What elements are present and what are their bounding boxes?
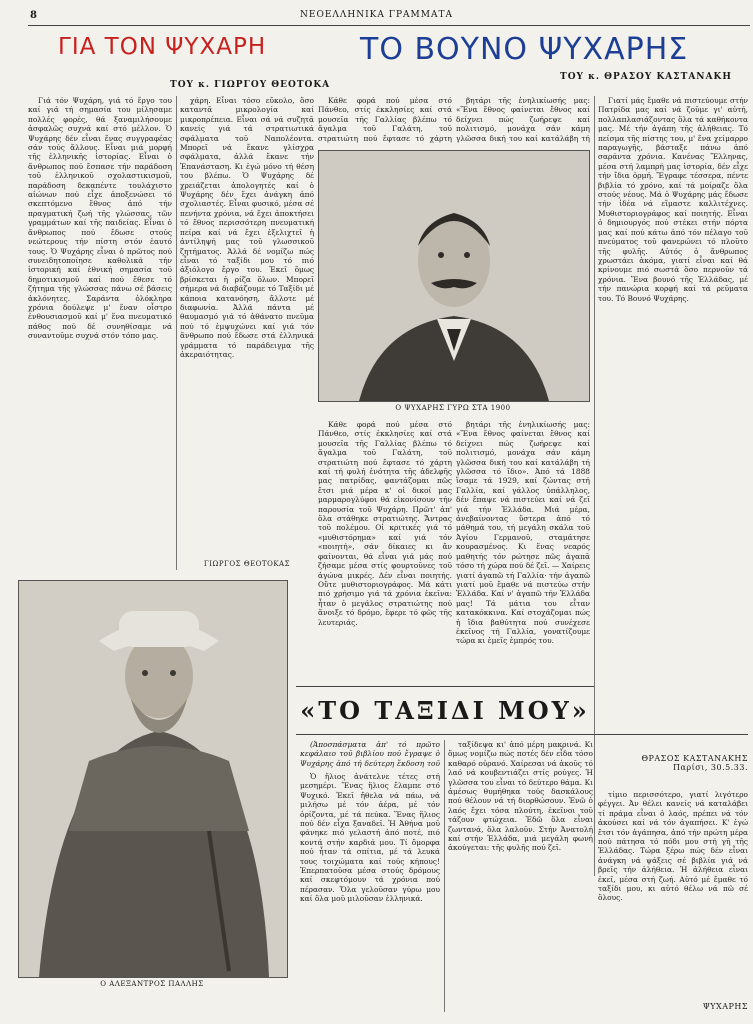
paragraph: Γιά τόν Ψυχάρη, γιά τό ἔργο του καί γιά τή σημασία του μίλησαμε πολλές φορές, θά ξαναμιλήσουμε ἀσφαλῶς συχνά καί στό μέλλον. Ὁ Ψυχάρης δέν εἶναι ἕνας συγγραφέας σάν τούς ἄλλους. Εἶναι μιά μορφή τῆς ἑλληνικῆς ἱστορίας. Εἶναι ὁ ἄνθρωπος πού ἔσπασε τήν παράδοση τοῦ ἑλληνικοῦ σχολαστικισμοῦ, παράδοση δεκαπέντε τουλάχιστο αἰώνων πού εἶχε ἀποξενώσει τό σκεπτόμενο ἔθνος ἀπό τήν πραγματική ζωή τῆς γλώσσας, τῶν γραμμάτων καί τῆς παιδείας. Εἶναι ὁ ἄνθρωπος πού ἔδωσε στούς νεώτερους τήν πίστη στόν ἑαυτό τους. Ὁ Ψυχάρης εἶναι ὁ πρῶτος πού συνειδητοποίησε καθολικά τήν ἱστορική καί ἐθνική σημασία τοῦ δημοτικισμοῦ καί πού ἔθεσε τό ζήτημα τῆς γλώσσας πάνω σέ βάσεις ἀκλόνητες. Σαράντα ὁλόκληρα χρόνια δούλεψε μ' ἕναν οἶστρο ἐνθουσιασμοῦ καί μ' ἕνα πνευματικό πάθος πού δέ συνηθίσαμε νά συναντοῦμε συχνά στόν τόπο μας. (28, 96, 172, 341)
article-left-title: ΓΙΑ ΤΟΝ ΨΥΧΑΡΗ (58, 34, 267, 60)
portrait-illustration (19, 581, 287, 977)
travel-column-1 (300, 772, 440, 1012)
article-right-byline: ΤΟΥ κ. ΘΡΑΣΟΥ ΚΑΣΤΑΝΑΚΗ (560, 72, 732, 82)
article-right-column-3 (598, 96, 748, 750)
paragraph: (Ἀποσπάσματα ἀπ' τό πρῶτο κεφάλαιο τοῦ βιβλίου πού ἔγραψε ὁ Ψυχάρης ἀπό τή δεύτερη ἔκδοση τοῦ (300, 740, 440, 768)
running-header (0, 10, 753, 24)
signature-place-date: Παρίσι, 30.5.33. (673, 763, 748, 772)
page-number: 8 (30, 10, 37, 21)
section-rule (296, 734, 748, 735)
travel-section-title: «ΤΟ ΤΑΞΙΔΙ ΜΟΥ» (300, 696, 590, 725)
article-right-column-2 (456, 420, 590, 675)
column-divider (444, 740, 445, 1012)
photo-caption-theotokas: ΓΙΩΡΓΟΣ ΘΕΟΤΟΚΑΣ (203, 560, 291, 568)
travel-signature: ΨΥΧΑΡΗΣ (702, 1002, 748, 1011)
photo-caption-pallis: Ο ΑΛΕΞΑΝΤΡΟΣ ΠΑΛΛΗΣ (100, 980, 204, 988)
journal-name: ΝΕΟΕΛΛΗΝΙΚΑ ΓΡΑΜΜΑΤΑ (300, 10, 453, 20)
article-left-column-1 (28, 96, 172, 570)
signature-name: ΘΡΑΣΟΣ ΚΑΣΤΑΝΑΚΗΣ (641, 754, 748, 763)
article-right-signature (598, 754, 748, 772)
paragraph: ταξίδεψα κι' ἀπό μέρη μακρινά. Κι ὅμως νομίζω πώς ποτές δέν εἶδα τόσο καθαρό οὐρανό. Χαίρεσαι νά ἀκοῦς τό λαό νά κουβεντιάζει στίς ρούγες. Ἡ γλῶσσα του εἶναι τό δεύτερο θάμα. Κι ἀμέσως θυμήθηκα τούς δασκάλους πού θέλουν νά τή διορθώσουν. Ἐνῶ ὁ λαός ἔχει τόσα πλούτη, ἐκεῖνοι τοῦ τάζουν φτώχεια. Ἐδῶ ὅλα εἶναι ζωντανά, ὅλα λαλοῦν. Στήν Ἀνατολή καί στήν Ἑλλάδα, μιά μεγάλη φωνή ἀκούγεται: τῆς φυλῆς πού ζεῖ. (448, 740, 593, 853)
column-divider (594, 96, 595, 876)
paragraph: Κάθε φορά πού μέσα στό Πάνθεο, στίς ἐκκλησίες καί στά μουσεῖα τῆς Γαλλίας βλέπω τό ἄγαλμα τοῦ Γαλάτη, τοῦ στρατιώτη πού ἔφτασε τό χάρτη (318, 96, 452, 143)
paragraph: Ὁ ἥλιος ἀνάτελνε τέτες στή μεσημέρι. Ἕνας ἥλιος ἔλαμπε στό Ψυχικό. Ἐκεῖ ἤθελα νά πάω, νά μιλήσω μέ τόν ἀέρα, μέ τόν ὁρίζοντα, μέ τά πεύκα. Ἕνας ἥλιος πού δέν εἶχα ξαναδεῖ. Ἡ Ἀθήνα μοῦ φάνηκε πιό γελαστή ἀπό ποτέ, πιό κοντά στήν καρδιά μου. Τί ὄμορφα πού ἦταν τά σπίτια, μέ τά λευκά τους τοιχώματα καί τούς κήπους! Ἐπερπατοῦσα μέσα στούς δρόμους καί σκεφτόμουν τά χρόνια πού πέρασαν. Ὅλα γελοῦσαν γύρω μου καί ὅλα μοῦ μιλοῦσαν ἑλληνικά. (300, 772, 440, 904)
article-left-byline: ΤΟΥ κ. ΓΙΩΡΓΟΥ ΘΕΟΤΟΚΑ (170, 80, 331, 90)
travel-column-2 (448, 740, 593, 1012)
column-divider (176, 96, 177, 570)
article-right-column-2-top (456, 96, 590, 144)
portrait-illustration (319, 151, 589, 401)
section-rule (296, 686, 594, 687)
article-right-column-1-top (318, 96, 452, 144)
paragraph: βητάρι τῆς ἐνηλικίωσής μας: «Ἕνα ἔθνος φαίνεται ἔθνος καί δείχνει πώς ζωήρεψε καί πολιτισμό, μονάχα σάν κάμη γλῶσσα δική του καί κατάλάβη τή γλῶσσα τό ἴδιο». Ἀπό τά 1888 ἴσαμε τά 1929, καί ζώντας στή Γαλλία, καί γάλλος ὑπάλληλος, δέν ἔπαψε νά πιστεύει καί νά ζεῖ γιά τήν Ἑλλάδα. Μιά μέρα, ἀνεβαίνοντας ὕστερα ἀπό τό μάθημά του, τή μεγάλη σκάλα τοῦ Ἀγίου Γερμανοῦ, σταμάτησε κουρασμένος. Κι ἕνας νεαρός μαθητής τόν ρώτησε πῶς ἀγαπᾶ τόσο τή χώρα πού δέ ζεῖ. — Χαίρεις γιατί ἀγαπῶ τή Γαλλία· τήν ἀγαπῶ γιατί μοῦ ἔμαθε νά πιστεύω στήν Ἑλλάδα. Καί ν' ἀγαπῶ τήν Ἑλλάδα μας! Τά μάτια του εἶταν κατακόκκινα. Καί στοχάζομαι πώς ἡ ἴδια βαθύτητα πού συνέχεσε ἐκεῖνος τή Γαλλία, γονατίζουμε τώρα κι ἐμεῖς ἐμπρός του. (456, 420, 590, 646)
paragraph: Γιατί μάς ἔμαθε νά πιστεύουμε στήν Πατρίδα μας καί νά ζοῦμε γι' αὐτή, πολλαπλασιάζοντας ὅλα τά καθήκοντα μας. Μέ τήν ἀγάπη τῆς ἀλήθειας. Τό πείσμα τῆς πίστης του, μ' ἕνα χείμαρρο παραγωγῆς, βάσταξε πάνω ἀπό σαράντα χρόνια. Κανένας Ἕλληνας, μέσα στή λαμπρή μας ἱστορία, δέν εἶχε τήν ἴδια ὁρμή. Ἔγραφε τέσσερα, πέντε βιβλία τό χρόνο, καί τά μοίραζε ὅλα στούς νέους. Μά ὁ Ψυχάρης μάς ἔδωσε τήν ἰδέα νά εἴμαστε καλλιτέχνες. Μυθιστοριογράφος καί ποιητής. Εἶναι ὁ δημιουργός πού στέκει στήν πόρτα μας καί πού κάτω ἀπό τόν πέλαγο τοῦ πνεύματος τοῦ φανερώνει τό πλοῦτο τῆς φυλῆς. Αὐτός ὁ ἄνθρωπος χρωστάει ἀκόμα, γιατί εἶναι καί θά κρίνουμε πιό σωστά ὅσο περνοῦν τά χρόνια. Ἕνα βουνό τῆς Ἑλλάδας, μέ τήν πανώρια κορφή καί τά ρεῦματα του. Τό Βουνό Ψυχάρης. (598, 96, 748, 303)
travel-column-3 (598, 790, 748, 1000)
photo-pallis (18, 580, 288, 978)
paragraph: τίμιο περισσότερο, γιατί λιγότερο φέγγει. Ἀν θέλει κανείς νά καταλάβει τί πράμα εἶναι ὁ λαός, πρέπει νά τόν ἀκούσει καί νά τόν ἀγαπήσει. Κ' ἐγώ ἔτσι τόν ἀγάπησα, ἀπό τήν πρώτη μέρα πού πάτησα τό πόδι μου στή γῆ τῆς Ἑλλάδας. Τώρα ξέρω πώς δέν εἶναι ἀνάγκη νά ψάξεις σέ βιβλία γιά νά βρεῖς τήν ἀλήθεια. Ἡ ἀλήθεια εἶναι ἐκεῖ, μέσα στή ζωή. Αὐτό μέ ἔμαθε τό ταξίδι μου, κι αὐτό θέλω νά πῶ σέ ὅλους. (598, 790, 748, 903)
paragraph: βητάρι τῆς ἐνηλικίωσής μας: «Ἕνα ἔθνος φαίνεται ἔθνος καί δείχνει πώς ζωήρεψε καί πολιτισμό, μονάχα σάν κάμη γλῶσσα δική του καί κατάλάβη τή (456, 96, 590, 143)
travel-intro (300, 740, 440, 768)
article-left-column-2 (180, 96, 314, 554)
header-rule (28, 25, 750, 26)
paragraph: Κάθε φορά πού μέσα στό Πάνθεο, στίς ἐκκλησίες καί στά μουσεῖα τῆς Γαλλίας βλέπω τό ἄγαλμα τοῦ Γαλάτη, τοῦ στρατιώτη πού ἔφτασε τό χάρτη καί τή φυλή ἑνότητα τῆς ἀδελφῆς μας πατρίδας, φαντάζομαι πῶς ἔτσι μιά μέρα κ' οἱ δικοί μας μαρμαρογλύφοι θά εἰκονίσουν τήν παρουσία τοῦ Ψυχάρη. Πρῶτ' ἀπ' ὅλα στάθηκε στρατιώτης. Ἄντρας τοῦ πολέμου. Οἱ κριτικές γιά τό «μυθιστόρημα» καί γιά τόν «ποιητή», σάν δίκαιες κι ἄν φαίνονται, θά εἶναι γιά μάς πού ζήσαμε μέσα στίς φουρτοῦνες τοῦ ἀγώνα μικρές. Δέν εἶναι ποιητής. Οὔτε μυθιστοριογράφος. Μά κάτι πιό χρήσιμο γιά τά χρόνια ἐκεῖνα: ἦταν ὁ μεγάλος στρατιώτης πού ἄνοιξε τό δρόμο, ἔφερε τό φῶς τῆς λευτεριάς. (318, 420, 452, 627)
photo-caption-psycharis: Ο ΨΥΧΑΡΗΣ ΓΥΡΩ ΣΤΑ 1900 (395, 404, 511, 412)
paragraph: χάρη. Εἶναι τόσο εὔκολο, ὅσο καταντᾶ μικρολογία καί μικροπρέπεια. Εἶναι σά νά συζητᾶ κανείς γιά τά στρατιωτικά σφάλματα τοῦ Ναπολέοντα. Μπορεῖ νά ἔκανε γλίσχρα σφάλματα, ἀλλά ἔκανε τήν Ἐπανάσταση. Κι ἐγώ μόνο τή θέση του βλέπω. Ὁ Ψυχάρης δέ χρειάζεται ἀπολογητές καί ὁ Ψυχάρης δέν ἔχει ἀνάγκη ἀπό σχολιαστές. Εἶναι φυσικό, μέσα σέ πενήντα χρόνια, νά ἔχει ἀποκτήσει τό ἔθνος περισσότερη πνευματική πείρα καί νά ἔχει ἐξελιχτεῖ ἡ ἀντίληψή μας τοῦ γλωσσικοῦ ζητήματος. Ἀλλά δέ νομίζω πώς εἶναι τό ταξίδι μου τό πιό ἀξιόλογο ἔργο του. Ἐκεῖ ὅμως βρίσκεται ἡ ρίζα ὅλων. Μπορεῖ σήμερα νά διαβάζουμε τό Ταξίδι μέ κάποια κατανόηση, ἄλλοτε μέ διαφωνία. Ἀλλά πάντα μέ θαυμασμό γιά τό ἀθάνατο πνεῦμα πού τό ἐμψυχώνει καί γιά τόν ἄνθρωπο πού ἔδωσε στά ἑλληνικά γράμματα τό παράδειγμα τῆς ἀκεραιότητας. (180, 96, 314, 359)
photo-psycharis (318, 150, 590, 402)
article-right-title: ΤΟ ΒΟΥΝΟ ΨΥΧΑΡΗΣ (360, 32, 689, 67)
